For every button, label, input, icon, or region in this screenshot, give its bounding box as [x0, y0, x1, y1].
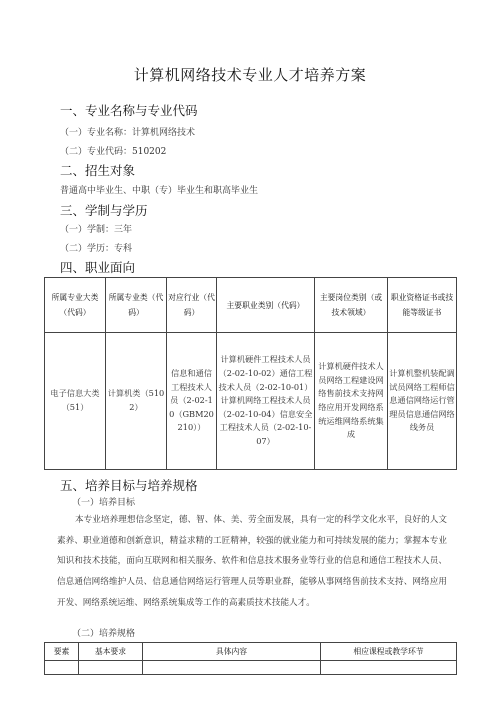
cell-positions: 计算机硬件技术人员网络工程建设网络售前技术支持网络应用开发网络系统运维网络系统集成 [315, 333, 388, 470]
header-positions: 主要岗位类别（或技术领域） [315, 278, 388, 333]
study-duration: （一）学制：三年 [60, 225, 133, 235]
spec-cell [143, 661, 321, 675]
document-title: 计算机网络技术专业人才培养方案 [133, 66, 367, 84]
cell-industry: 信息和通信工程技术人员（2-02-10（GBM20210）） [167, 333, 217, 470]
cell-occupation: 计算机硬件工程技术人员（2-02-10-02）通信工程技术人员（2-02-10-01）计算机网络工程技术人员（2-02-10-04）信息安全工程技术人员（2-02-10-07） [217, 333, 315, 470]
section-1-heading: 一、专业名称与专业代码 [60, 103, 198, 118]
cell-major-category: 电子信息大类（51） [45, 333, 106, 470]
major-code: （二）专业代码：510202 [60, 147, 167, 157]
spec-table-row [45, 661, 457, 675]
header-element: 要素 [45, 643, 79, 661]
header-basic-requirement: 基本要求 [79, 643, 143, 661]
training-goal-paragraph: 本专业培养理想信念坚定，德、智、体、美、劳全面发展，具有一定的科学文化水平，良好的人文素养、职业道德和创新意识，精益求精的工匠精神，较强的就业能力和可持续发展的能力；掌握本专业知识和技术技能，面向互联网和相关服务、软件和信息技术服务业等行业的信息和通信工程技术人员、信息通信网络维护人员、信息通信网络运行管理人员等职业群，能够从事网络售前技术支持、网络应用开发、网络系统运维、网络系统集成等工作的高素质技术技能人才。 [57, 515, 447, 608]
enrollment-target: 普通高中毕业生、中职（专）毕业生和职高毕业生 [60, 186, 259, 196]
training-goal-subheading: （一）培养目标 [72, 498, 136, 508]
spec-table [44, 642, 457, 675]
header-certificates: 职业资格证书或技能等级证书 [388, 278, 457, 333]
spec-table-header-row [45, 643, 457, 661]
section-2-heading: 二、招生对象 [60, 163, 136, 178]
section-5-heading: 五、培养目标与培养规格 [60, 478, 198, 493]
training-spec-subheading: （二）培养规格 [72, 629, 136, 639]
header-major-class: 所属专业类（代码） [106, 278, 167, 333]
degree-level: （二）学历：专科 [60, 244, 133, 254]
header-major-category: 所属专业大类（代码） [45, 278, 106, 333]
spec-cell [321, 661, 457, 675]
header-occupation: 主要职业类别（代码） [217, 278, 315, 333]
spec-cell [79, 661, 143, 675]
header-industry: 对应行业（代码） [167, 278, 217, 333]
header-courses: 相应课程或教学环节 [321, 643, 457, 661]
major-name: （一）专业名称：计算机网络技术 [60, 128, 196, 138]
career-table-header-row [45, 278, 457, 333]
cell-major-class: 计算机类（5102） [106, 333, 167, 470]
section-3-heading: 三、学制与学历 [60, 203, 148, 218]
spec-cell [45, 661, 79, 675]
section-4-heading: 四、职业面向 [60, 260, 136, 275]
career-table-row [45, 333, 457, 470]
cell-certificates: 计算机整机装配调试员网络工程师信息通信网络运行管理员信息通信网络线务员 [388, 333, 457, 470]
career-table [44, 277, 457, 470]
header-content: 具体内容 [143, 643, 321, 661]
